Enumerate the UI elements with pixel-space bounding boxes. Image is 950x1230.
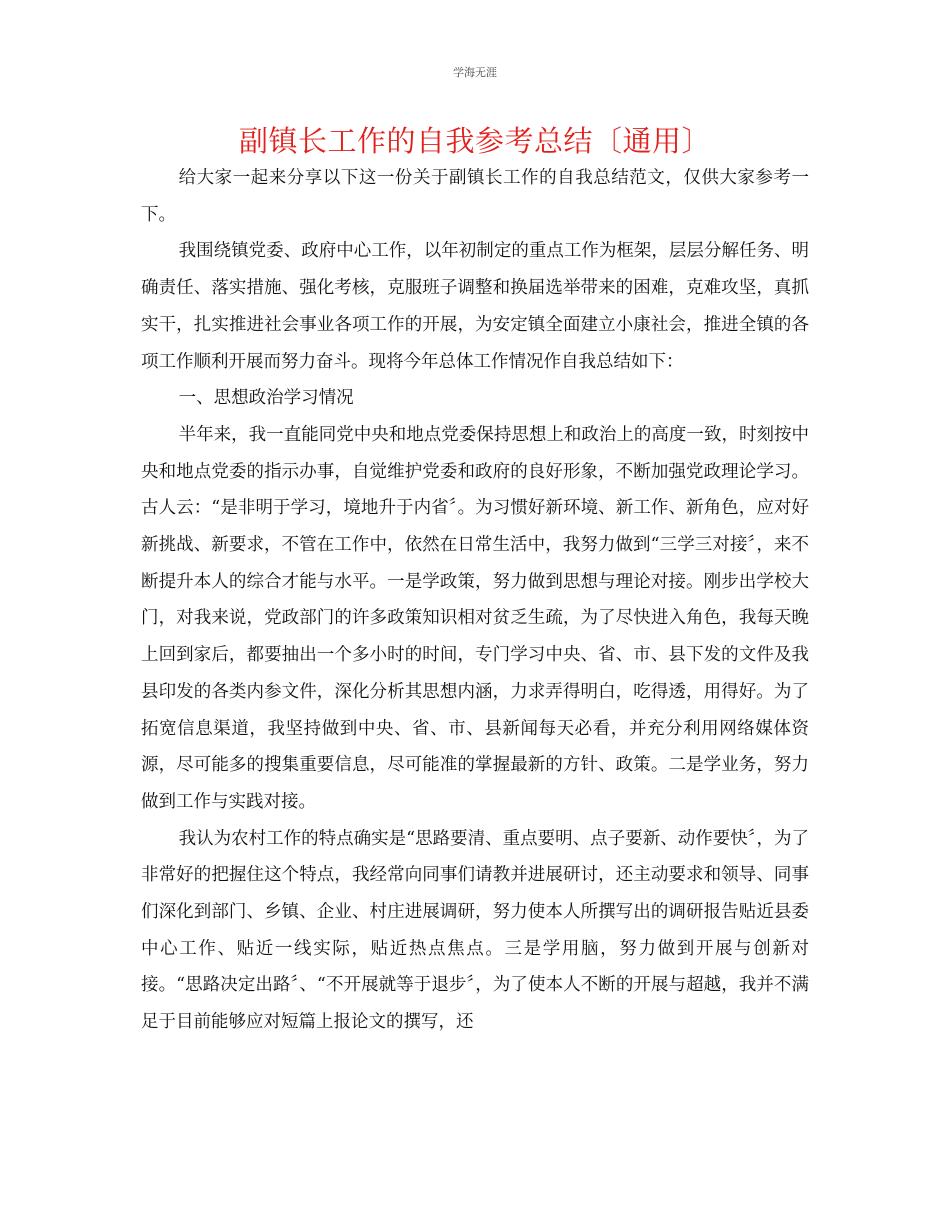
document-title: 副镇长工作的自我参考总结〔通用〕 bbox=[238, 124, 711, 158]
section-heading: 一、思想政治学习情况 bbox=[178, 388, 354, 409]
paragraph-intro: 给大家一起来分享以下这一份关于副镇长工作的自我总结范文，仅供大家参考一下。 bbox=[141, 168, 809, 225]
paragraph-rural-work: 我认为农村工作的特点确实是“思路要清、重点要明、点子要新、动作要快〞，为了非常好的把握住这个特点，我经常向同事们请教并进展研讨，还主动要求和领导、同事们深化到部门、乡镇、企业、村庄进展调研，努力使本人所撰写出的调研报告贴近县委中心工作、贴近一线实际，贴近热点焦点。三是学用脑，努力做到开展与创新对接。“思路决定出路〞、“不开展就等于退步〞，为了使本人不断的开展与超越，我并不满足于目前能够应对短篇上报论文的撰写，还 bbox=[141, 828, 809, 1033]
paragraph-overview: 我围绕镇党委、政府中心工作，以年初制定的重点工作为框架，层层分解任务、明确责任、落实措施、强化考核，克服班子调整和换届选举带来的困难，克难攻坚，真抓实干，扎实推进社会事业各项工作的开展，为安定镇全面建立小康社会，推进全镇的各项工作顺利开展而努力奋斗。现将今年总体工作情况作自我总结如下： bbox=[141, 241, 809, 372]
paragraph-study: 半年来，我一直能同党中央和地点党委保持思想上和政治上的高度一致，时刻按中央和地点党委的指示办事，自觉维护党委和政府的良好形象，不断加强党政理论学习。古人云：“是非明于学习，境地升于内省〞。为习惯好新环境、新工作、新角色，应对好新挑战、新要求，不管在工作中，依然在日常生活中，我努力做到“三学三对接〞，来不断提升本人的综合才能与水平。一是学政策，努力做到思想与理论对接。刚步出学校大门，对我来说，党政部门的许多政策知识相对贫乏生疏，为了尽快进入角色，我每天晚上回到家后，都要抽出一个多小时的时间，专门学习中央、省、市、县下发的文件及我县印发的各类内参文件，深化分析其思想内涵，力求弄得明白，吃得透，用得好。为了拓宽信息渠道，我坚持做到中央、省、市、县新闻每天必看，并充分利用网络媒体资源，尽可能多的搜集重要信息，尽可能准的掌握最新的方针、政策。二是学业务，努力做到工作与实践对接。 bbox=[141, 424, 809, 812]
page-header: 学海无涯 bbox=[453, 66, 497, 79]
document-body bbox=[141, 160, 809, 1041]
